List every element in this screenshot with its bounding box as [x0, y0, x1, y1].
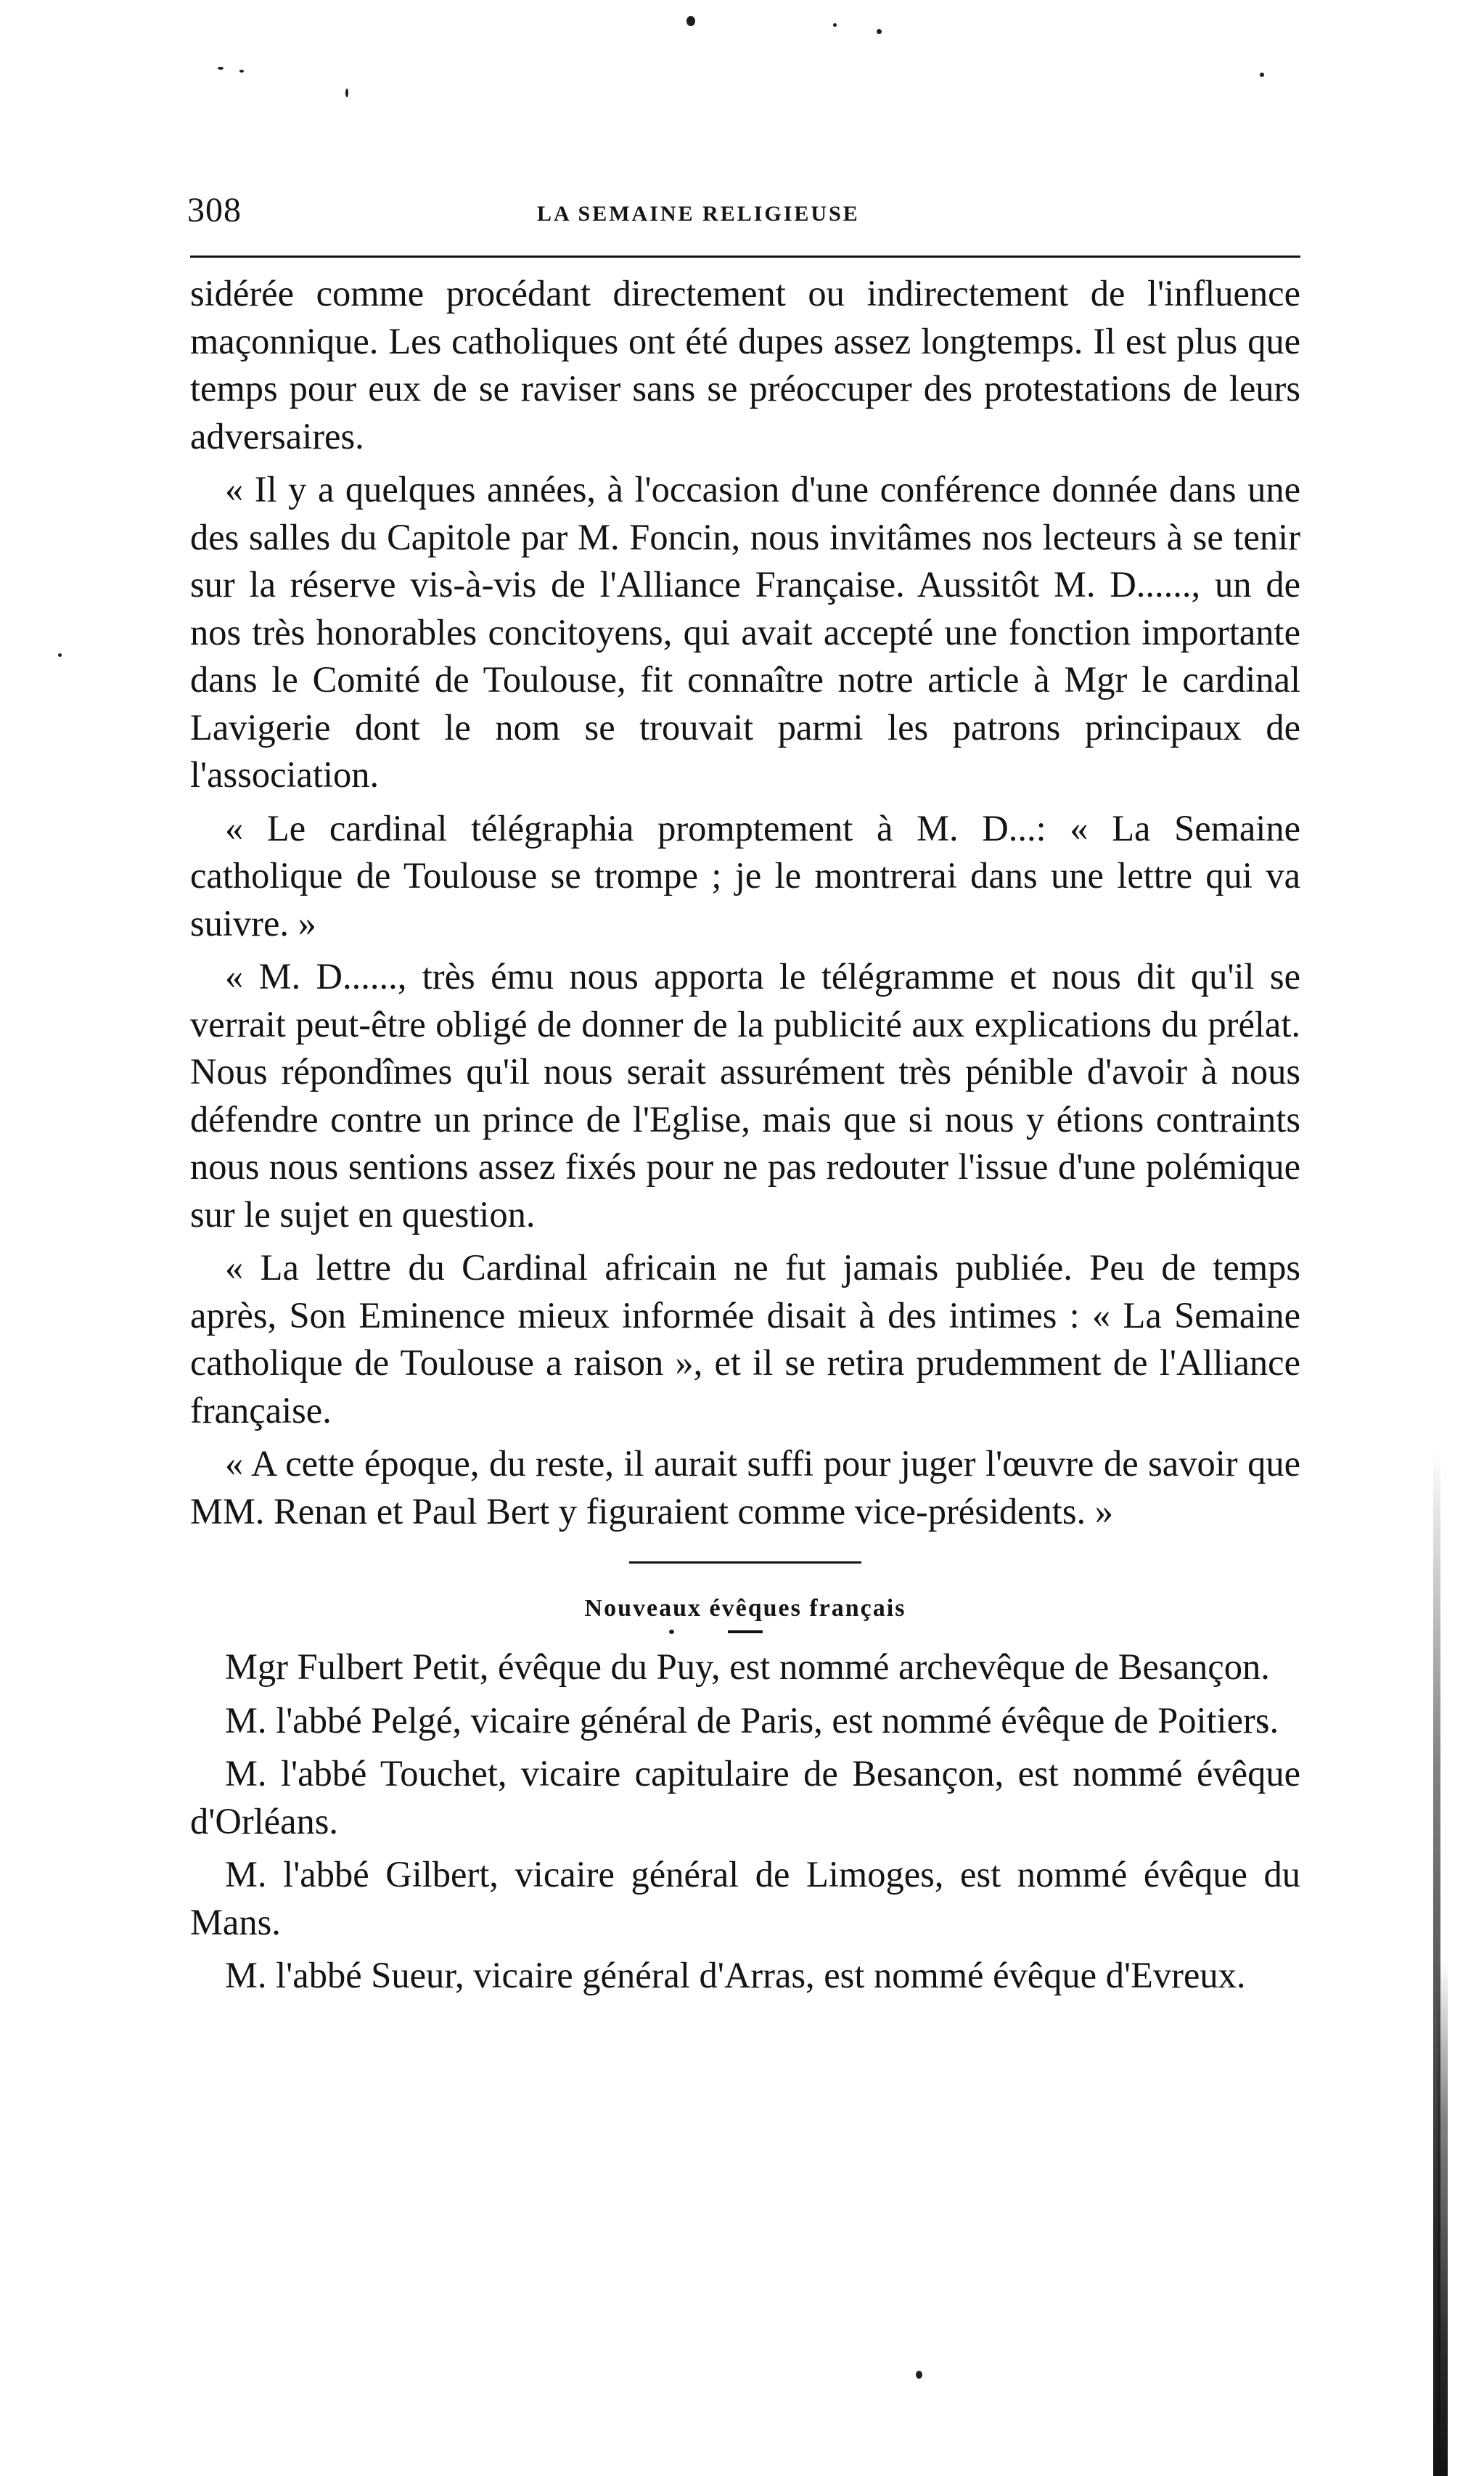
running-head: LA SEMAINE RELIGIEUSE [537, 202, 860, 226]
scan-speck [218, 67, 224, 70]
heading-underline [728, 1630, 763, 1633]
appointment-item: M. l'abbé Gilbert, vicaire général de Limoges, est nommé évêque du Mans. [190, 1854, 1300, 1942]
binding-edge-shadow [1438, 1960, 1448, 2476]
paragraph: « A cette époque, du reste, il aurait suffi pour juger l'œuvre de savoir que MM. Renan et Paul Bert y figuraient comme vice-présidents. » [190, 1443, 1300, 1532]
section-heading: Nouveaux évêques français [584, 1595, 906, 1622]
scan-speck [58, 653, 62, 657]
appointment-item: M. l'abbé Sueur, vicaire général d'Arras, est nommé évêque d'Evreux. [225, 1955, 1246, 1995]
appointment-item: M. l'abbé Pelgé, vicaire général de Paris, est nommé évêque de Poitiers. [225, 1699, 1279, 1741]
scan-speck [345, 89, 348, 97]
body-text [190, 270, 1300, 2006]
scan-speck [686, 16, 695, 26]
scan-speck [916, 2371, 922, 2379]
scan-speck [1260, 73, 1264, 77]
page-number: 308 [187, 191, 242, 229]
paragraph: « La lettre du Cardinal africain ne fut jamais publiée. Peu de temps après, Son Eminence mieux informée disait à des intimes : « La Semaine catholique de Toulouse a raison », et il se retira prudemment de l'Alliance française. [190, 1247, 1300, 1431]
paragraph: sidérée comme procédant directement ou indirectement de l'influence maçonnique. Les catholiques ont été dupes assez longtemps. Il est plus que temps pour eux de se raviser sans se préoccuper des protestations de leurs adversaires. [190, 273, 1300, 457]
paragraph: « Il y a quelques années, à l'occasion d'une conférence donnée dans une des salles du Capitole par M. Foncin, nous invitâmes nos lecteurs à se tenir sur la réserve vis-à-vis de l'Alliance Française. Aussitôt M. D......, un de nos très honorables concitoyens, qui avait accepté une fonction importante dans le Comité de Toulouse, fit connaître notre article à Mgr le cardinal Lavigerie dont le nom se trouvait parmi les patrons principaux de l'association. [190, 469, 1300, 795]
section-separator-rule [629, 1561, 861, 1564]
header-rule [190, 256, 1300, 258]
scan-speck [877, 29, 882, 34]
paragraph: « Le cardinal télégraphia promptement à M. D...: « La Semaine catholique de Toulouse se trompe ; je le montrerai dans une lettre qui va suivre. » [190, 807, 1300, 944]
appointment-item: M. l'abbé Touchet, vicaire capitulaire de Besançon, est nommé évêque d'Orléans. [190, 1753, 1300, 1842]
scan-speck [833, 23, 837, 27]
scan-speck [239, 70, 244, 73]
appointment-item: Mgr Fulbert Petit, évêque du Puy, est nommé archevêque de Besançon. [225, 1646, 1270, 1687]
paragraph: « M. D......, très ému nous apporta le télégramme et nous dit qu'il se verrait peut-être obligé de donner de la publicité aux explications du prélat. Nous répondîmes qu'il nous serait assurément très pénible d'avoir à nous défendre contre un prince de l'Eglise, mais que si nous y étions contraints nous nous sentions assez fixés pour ne pas redouter l'issue d'une polémique sur le sujet en question. [190, 956, 1300, 1235]
